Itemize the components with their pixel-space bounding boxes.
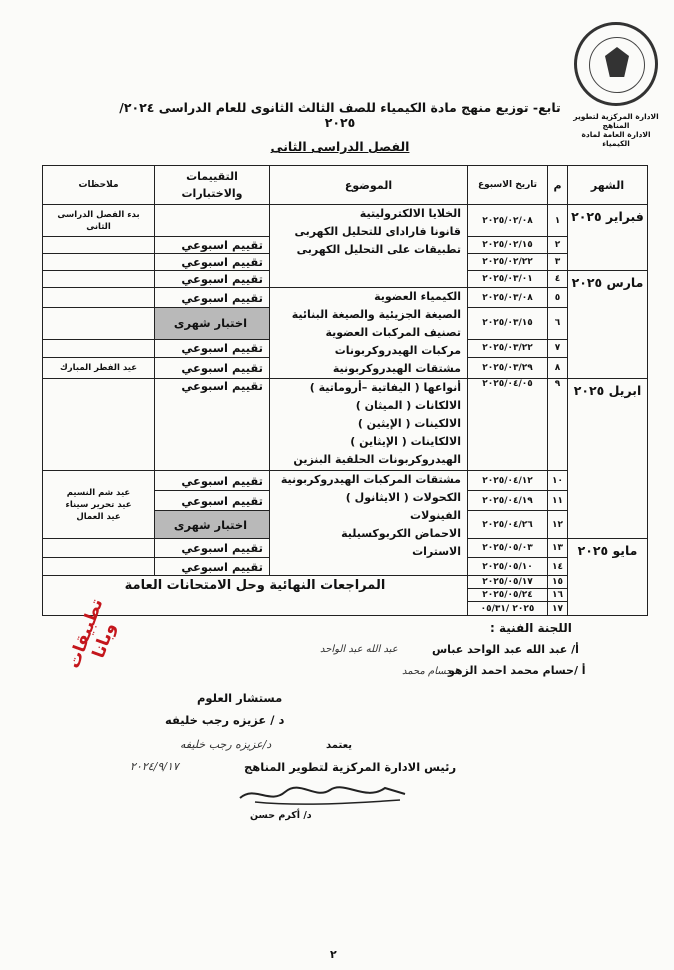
topic-item: الالكينات ( الإيثين ) [357,417,461,430]
row-note [43,237,155,254]
row-note: بدء الفصل الدراسى الثانى [43,205,155,237]
row-date: ٢٠٢٥/٠٢/٠٨ [468,205,548,237]
topics-apr-2 [270,471,468,576]
row-note [43,288,155,308]
topic-item: الخلايا الالكتروليتية [359,207,461,220]
row-date: ٢٠٢٥/٠٢/١٥ [468,237,548,254]
org-line-2: الادارة العامة لمادة الكيمياء [581,130,651,148]
topic-item: مشتقات الهيدروكربونية [332,362,461,375]
row-date: ٢٠٢٥/٠٤/١٩ [468,491,548,511]
row-eval: تقييم اسبوعي [155,491,270,511]
advisor-signature: د/عزيزه رجب خليفه [180,738,272,751]
advisor-title: مستشار العلوم [197,691,283,705]
row-note [43,558,155,576]
row-date: ٢٠٢٥/٠٣/١٥ [468,308,548,340]
page-number: ٢ [330,948,337,961]
row-date: ٢٠٢٥/٠٥/١٧ [468,576,548,589]
topic-item: مشتقات المركبات الهيدروكربونية [280,473,461,486]
advisor-date: ٢٠٢٤/٩/١٧ [130,760,179,773]
row-date: ٢٠٢٥ /٠٥/٣١ [468,602,548,616]
col-evaluation: التقييمات والاختبارات [155,166,270,205]
row-eval: تقييم اسبوعي [155,237,270,254]
row-num: ٩ [548,379,568,471]
apr-notes: عيد شم النسيم عيد تحرير سيناء عيد العمال [43,471,155,539]
row-eval: تقييم اسبوعي [155,558,270,576]
col-notes: ملاحظات [43,166,155,205]
month-feb: فبراير ٢٠٢٥ [568,205,648,271]
row-num: ١١ [548,491,568,511]
row-eval: تقييم اسبوعي [155,254,270,271]
row-eval-monthly: اختبار شهرى [155,511,270,539]
topic-item: الاحماض الكربوكسيلية [341,527,461,540]
row-date: ٢٠٢٥/٠٢/٢٢ [468,254,548,271]
row-note [43,271,155,288]
row-date: ٢٠٢٥/٠٥/٢٤ [468,589,548,602]
row-eval [155,205,270,237]
row-note [43,308,155,340]
org-header [573,112,659,148]
row-date: ٢٠٢٥/٠٤/٠٥ [468,379,548,471]
row-eval: تقييم اسبوعي [155,471,270,491]
month-mar: مارس ٢٠٢٥ [568,271,648,379]
row-num: ١٤ [548,558,568,576]
topic-item: الفينولات [410,509,461,522]
row-num: ١٣ [548,539,568,558]
month-apr: ابريل ٢٠٢٥ [568,379,648,539]
committee-member-2: أ /حسام محمد احمد الزهو [448,664,586,677]
col-num: م [548,166,568,205]
topic-item: الالكانات ( الميثان ) [355,399,461,412]
row-date: ٢٠٢٥/٠٣/٢٢ [468,339,548,357]
approval-signature [235,780,410,808]
row-num: ٥ [548,288,568,308]
row-eval: تقييم اسبوعي [155,271,270,288]
month-may: مايو ٢٠٢٥ [568,539,648,616]
final-review: المراجعات النهائية وحل الامتحانات العامة [43,576,468,616]
row-num: ١٠ [548,471,568,491]
col-topic: الموضوع [270,166,468,205]
row-num: ١٦ [548,589,568,602]
table-row [43,576,648,589]
row-date: ٢٠٢٥/٠٥/٠٣ [468,539,548,558]
table-row [43,379,648,471]
row-date: ٢٠٢٥/٠٥/١٠ [468,558,548,576]
row-eval-monthly: اختبار شهرى [155,308,270,340]
approval-title: رئيس الادارة المركزية لتطوير المناهج [244,760,457,774]
topic-item: الصيغة الجزيئية والصيغة البنائية [291,308,461,321]
org-line-1: الادارة المركزية لتطوير المناهج [573,112,659,130]
watermark-stamp: تطبيقات وبانا [63,596,120,672]
row-num: ٣ [548,254,568,271]
row-note [43,379,155,471]
topic-item: مركبات الهيدروكربونات [334,344,461,357]
row-note [43,254,155,271]
row-date: ٢٠٢٥/٠٣/٠١ [468,271,548,288]
approval-name: د/ أكرم حسن [250,810,312,821]
approval-word: يعتمد [326,740,352,751]
row-eval: تقييم اسبوعي [155,288,270,308]
topic-item: الكحولات ( الايثانول ) [345,491,461,504]
member-2-signature: حسام محمد [402,666,453,677]
row-date: ٢٠٢٥/٠٣/٢٩ [468,357,548,378]
row-note [43,339,155,357]
row-eval: تقييم اسبوعي [155,379,270,471]
row-date: ٢٠٢٥/٠٤/٢٦ [468,511,548,539]
row-eval: تقييم اسبوعي [155,539,270,558]
row-date: ٢٠٢٥/٠٣/٠٨ [468,288,548,308]
row-num: ٢ [548,237,568,254]
topics-feb [270,205,468,288]
topic-item: تصنيف المركبات العضوية [325,326,461,339]
row-num: ١٥ [548,576,568,589]
eagle-emblem-icon [605,47,629,77]
table-row [43,205,648,237]
topic-item: الهيدروكربونات الحلقية البنزين [293,453,461,466]
table-row [43,288,648,308]
row-note: عيد الفطر المبارك [43,357,155,378]
row-num: ٧ [548,339,568,357]
row-num: ٨ [548,357,568,378]
topic-item: الالكاينات ( الإيثاين ) [350,435,461,448]
document-title: تابع- توزيع منهج مادة الكيمياء للصف الثالث الثانوى للعام الدراسى ٢٠٢٤/ ٢٠٢٥ [119,100,561,130]
row-num: ١ [548,205,568,237]
topic-item: تطبيقات على التحليل الكهربى [296,243,461,256]
committee-label: اللجنة الفنية : [490,621,572,635]
curriculum-table [42,165,648,616]
row-date: ٢٠٢٥/٠٤/١٢ [468,471,548,491]
row-num: ١٧ [548,602,568,616]
row-num: ٦ [548,308,568,340]
table-row [43,471,648,491]
row-eval: تقييم اسبوعي [155,339,270,357]
member-1-signature: عبد الله عبد الواحد [320,644,398,655]
topics-apr-1 [270,379,468,471]
topic-item: الاسترات [412,545,461,558]
row-num: ١٢ [548,511,568,539]
topic-item: قانونا فاراداى للتحليل الكهربى [294,225,461,238]
topic-item: أنواعها ( اليفاتية –أروماتية ) [309,381,461,394]
committee-member-1: أ/ عبد الله عبد الواحد عباس [432,643,579,656]
table-header-row [43,166,648,205]
col-month: الشهر [568,166,648,205]
topics-mar [270,288,468,379]
row-eval: تقييم اسبوعي [155,357,270,378]
topic-item: الكيمياء العضوية [374,290,461,303]
row-num: ٤ [548,271,568,288]
advisor-name: د / عزيزه رجب خليفه [165,713,285,727]
semester-heading: الفصل الدراسى الثانى [270,139,410,154]
col-date: تاريخ الاسبوع [468,166,548,205]
row-note [43,539,155,558]
ministry-seal [574,22,658,106]
